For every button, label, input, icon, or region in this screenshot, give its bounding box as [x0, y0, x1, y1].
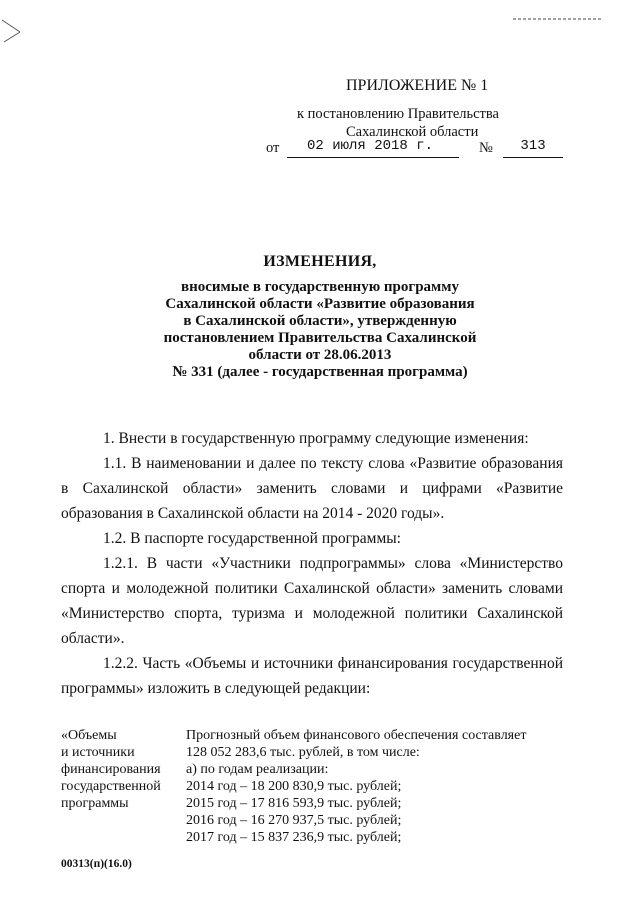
subtitle-line: постановлением Правительства Сахалинской — [163, 330, 477, 346]
subtitle-line: Сахалинской области «Развитие образования — [165, 296, 475, 312]
appendix-title: ПРИЛОЖЕНИЕ № 1 — [346, 77, 489, 94]
document-title: ИЗМЕНЕНИЯ, — [263, 253, 377, 270]
subtitle-line: области от 28.06.2013 — [248, 347, 392, 363]
region-line: Сахалинской области — [346, 124, 479, 140]
number-label: № — [479, 140, 493, 156]
paragraph-1-1: 1.1. В наименовании и далее по тексту слова «Развитие образования в Сахалинской области» заменить словами и цифрами «Развитие образования в Сахалинской области на 2014 - 2020 годы». — [61, 455, 563, 522]
paragraph-1-2: 1.2. В паспорте государственной программы: — [103, 530, 401, 547]
document-code: 00313(п)(16.0) — [61, 858, 132, 870]
number-field: 313 — [503, 138, 563, 158]
table-cell: 2016 год – 16 270 937,5 тыс. рублей; — [186, 813, 402, 828]
paragraph-1-2-2: 1.2.2. Часть «Объемы и источники финансирования государственной программы» изложить в следующей редакции: — [61, 655, 563, 697]
subtitle-line: № 331 (далее - государственная программа) — [172, 364, 468, 380]
paragraph-1: 1. Внести в государственную программу следующие изменения: — [103, 430, 529, 447]
table-cell: 2017 год – 15 837 236,9 тыс. рублей; — [186, 830, 402, 845]
table-cell: а) по годам реализации: — [186, 762, 329, 777]
date-field: 02 июля 2018 г. — [287, 138, 459, 158]
table-cell: 2015 год – 17 816 593,9 тыс. рублей; — [186, 796, 402, 811]
table-right-column — [186, 727, 566, 846]
body-text — [61, 426, 563, 701]
scan-mark-icon — [0, 18, 24, 44]
scan-line-icon — [513, 14, 603, 24]
date-label: от — [266, 140, 280, 156]
subtitle-line: вносимые в государственную программу — [181, 279, 459, 295]
paragraph-1-2-1: 1.2.1. В части «Участники подпрограммы» слова «Министерство спорта и молодежной политики Сахалинской области» заменить словами «Министерство спорта, туризма и молодежной политики Сахалинской области». — [61, 555, 563, 647]
table-cell: Прогнозный объем финансового обеспечения составляет — [186, 728, 527, 743]
table-cell: государственной — [61, 779, 161, 794]
resolution-line: к постановлению Правительства — [297, 106, 499, 122]
table-cell: 2014 год – 18 200 830,9 тыс. рублей; — [186, 779, 402, 794]
table-cell: финансирования — [61, 762, 161, 777]
table-left-column — [61, 727, 181, 812]
table-cell: 128 052 283,6 тыс. рублей, в том числе: — [186, 745, 420, 760]
table-cell: программы — [61, 796, 129, 811]
subtitle-line: в Сахалинской области», утвержденную — [183, 313, 457, 329]
table-cell: «Объемы — [61, 728, 117, 743]
table-cell: и источники — [61, 745, 135, 760]
